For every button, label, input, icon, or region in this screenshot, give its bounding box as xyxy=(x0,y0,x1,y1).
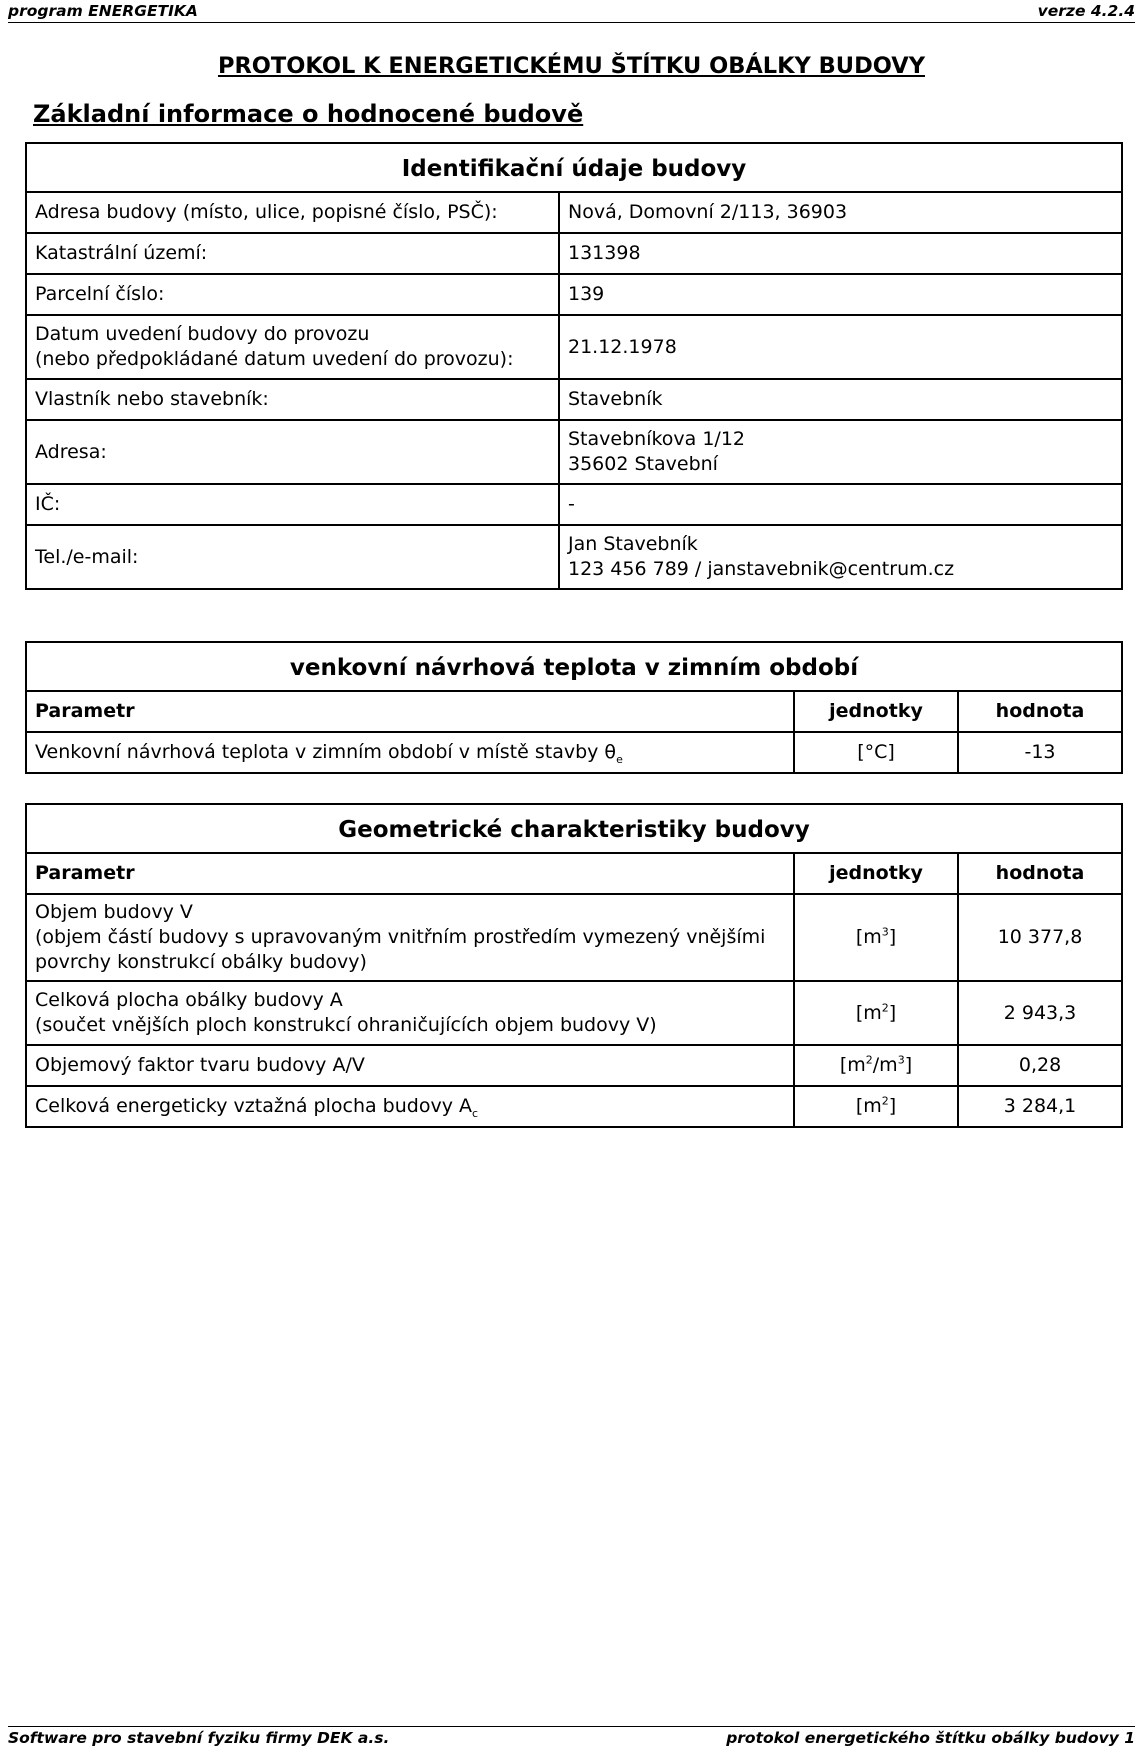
row-value: 3 284,1 xyxy=(958,1086,1122,1127)
table-row xyxy=(26,315,1122,379)
column-header-parameter: Parametr xyxy=(26,691,794,732)
row-label xyxy=(26,315,559,379)
row-value: -13 xyxy=(958,732,1122,773)
unit-superscript: 3 xyxy=(897,1053,905,1067)
table-row xyxy=(26,379,1122,420)
table-header-row xyxy=(26,691,1122,732)
label-text: Venkovní návrhová teplota v zimním období v místě stavby θ xyxy=(35,741,617,763)
row-value: 131398 xyxy=(559,233,1122,274)
row-label-line: Datum uvedení budovy do provozu xyxy=(35,323,370,345)
table-row xyxy=(26,894,1122,981)
row-value: 139 xyxy=(559,274,1122,315)
row-unit xyxy=(794,981,958,1045)
identification-caption: Identifikační údaje budovy xyxy=(26,143,1122,192)
label-subscript: e xyxy=(616,752,623,766)
column-header-value: hodnota xyxy=(958,691,1122,732)
table-row xyxy=(26,192,1122,233)
page-header xyxy=(8,0,1135,23)
row-label xyxy=(26,981,794,1045)
row-value-line: 35602 Stavební xyxy=(568,453,718,475)
program-version: verze 4.2.4 xyxy=(1037,2,1135,20)
unit-text: [m xyxy=(839,1054,866,1076)
unit-superscript: 2 xyxy=(865,1053,873,1067)
row-label: Katastrální území: xyxy=(26,233,559,274)
row-label xyxy=(26,894,794,981)
row-value-line: 123 456 789 / janstavebnik@centrum.cz xyxy=(568,558,955,580)
row-label xyxy=(26,732,794,773)
row-label: Adresa budovy (místo, ulice, popisné číslo, PSČ): xyxy=(26,192,559,233)
row-value: 10 377,8 xyxy=(958,894,1122,981)
row-unit: [°C] xyxy=(794,732,958,773)
table-header-row xyxy=(26,853,1122,894)
row-label-line: Objem budovy V xyxy=(35,901,193,923)
table-row xyxy=(26,484,1122,525)
row-label xyxy=(26,1086,794,1127)
table-row xyxy=(26,233,1122,274)
unit-text: [m xyxy=(855,1001,882,1024)
table-row xyxy=(26,981,1122,1045)
unit-text: ] xyxy=(888,1001,897,1024)
table-row xyxy=(26,274,1122,315)
row-value xyxy=(559,525,1122,589)
identification-table xyxy=(25,142,1123,590)
row-value: - xyxy=(559,484,1122,525)
program-name: program ENERGETIKA xyxy=(8,2,198,20)
row-unit xyxy=(794,1045,958,1086)
column-header-parameter: Parametr xyxy=(26,853,794,894)
unit-text: ] xyxy=(904,1054,913,1076)
row-label: Objemový faktor tvaru budovy A/V xyxy=(26,1045,794,1086)
unit-superscript: 2 xyxy=(881,1001,889,1015)
row-value-line: Jan Stavebník xyxy=(568,533,698,555)
page-footer xyxy=(8,1726,1135,1746)
table-row xyxy=(26,525,1122,589)
geometry-caption: Geometrické charakteristiky budovy xyxy=(26,804,1122,853)
row-label: IČ: xyxy=(26,484,559,525)
row-label-line: (součet vnějších ploch konstrukcí ohraničujících objem budovy V) xyxy=(35,1014,657,1036)
table-row xyxy=(26,732,1122,773)
footer-page-info: protokol energetického štítku obálky budovy 1 xyxy=(726,1729,1135,1747)
table-row xyxy=(26,420,1122,484)
row-value: 2 943,3 xyxy=(958,981,1122,1045)
row-unit xyxy=(794,1086,958,1127)
row-label-line: povrchy konstrukcí obálky budovy) xyxy=(35,951,367,973)
geometry-table xyxy=(25,803,1123,1128)
document-title: PROTOKOL K ENERGETICKÉMU ŠTÍTKU OBÁLKY BUDOVY xyxy=(217,53,925,79)
column-header-value: hodnota xyxy=(958,853,1122,894)
temperature-caption: venkovní návrhová teplota v zimním období xyxy=(26,642,1122,691)
row-unit xyxy=(794,894,958,981)
row-label: Parcelní číslo: xyxy=(26,274,559,315)
row-value: Nová, Domovní 2/113, 36903 xyxy=(559,192,1122,233)
row-label-line: (objem částí budovy s upravovaným vnitřním prostředím vymezený vnějšími xyxy=(35,926,766,948)
row-label-line: (nebo předpokládané datum uvedení do provozu): xyxy=(35,348,514,370)
unit-text: [m xyxy=(855,1095,882,1117)
row-value-line: Stavebníkova 1/12 xyxy=(568,428,746,450)
unit-text: ] xyxy=(888,926,897,948)
section-title: Základní informace o hodnocené budově xyxy=(33,100,584,128)
footer-company: Software pro stavební fyziku firmy DEK a.s. xyxy=(8,1729,390,1747)
row-label: Vlastník nebo stavebník: xyxy=(26,379,559,420)
row-value: 0,28 xyxy=(958,1045,1122,1086)
table-row xyxy=(26,1086,1122,1127)
unit-text: /m xyxy=(872,1054,898,1076)
column-header-unit: jednotky xyxy=(794,853,958,894)
temperature-table xyxy=(25,641,1123,774)
unit-text: [m xyxy=(855,926,882,948)
row-label-line: Celková plocha obálky budovy A xyxy=(35,989,343,1011)
column-header-unit: jednotky xyxy=(794,691,958,732)
label-subscript: c xyxy=(472,1106,479,1120)
unit-superscript: 3 xyxy=(881,925,889,939)
unit-text: ] xyxy=(888,1095,897,1117)
label-text: Celková energeticky vztažná plocha budovy A xyxy=(35,1095,472,1117)
unit-superscript: 2 xyxy=(881,1094,889,1108)
row-value: 21.12.1978 xyxy=(559,315,1122,379)
row-value: Stavebník xyxy=(559,379,1122,420)
row-label: Adresa: xyxy=(26,420,559,484)
row-label: Tel./e-mail: xyxy=(26,525,559,589)
row-value xyxy=(559,420,1122,484)
table-row xyxy=(26,1045,1122,1086)
